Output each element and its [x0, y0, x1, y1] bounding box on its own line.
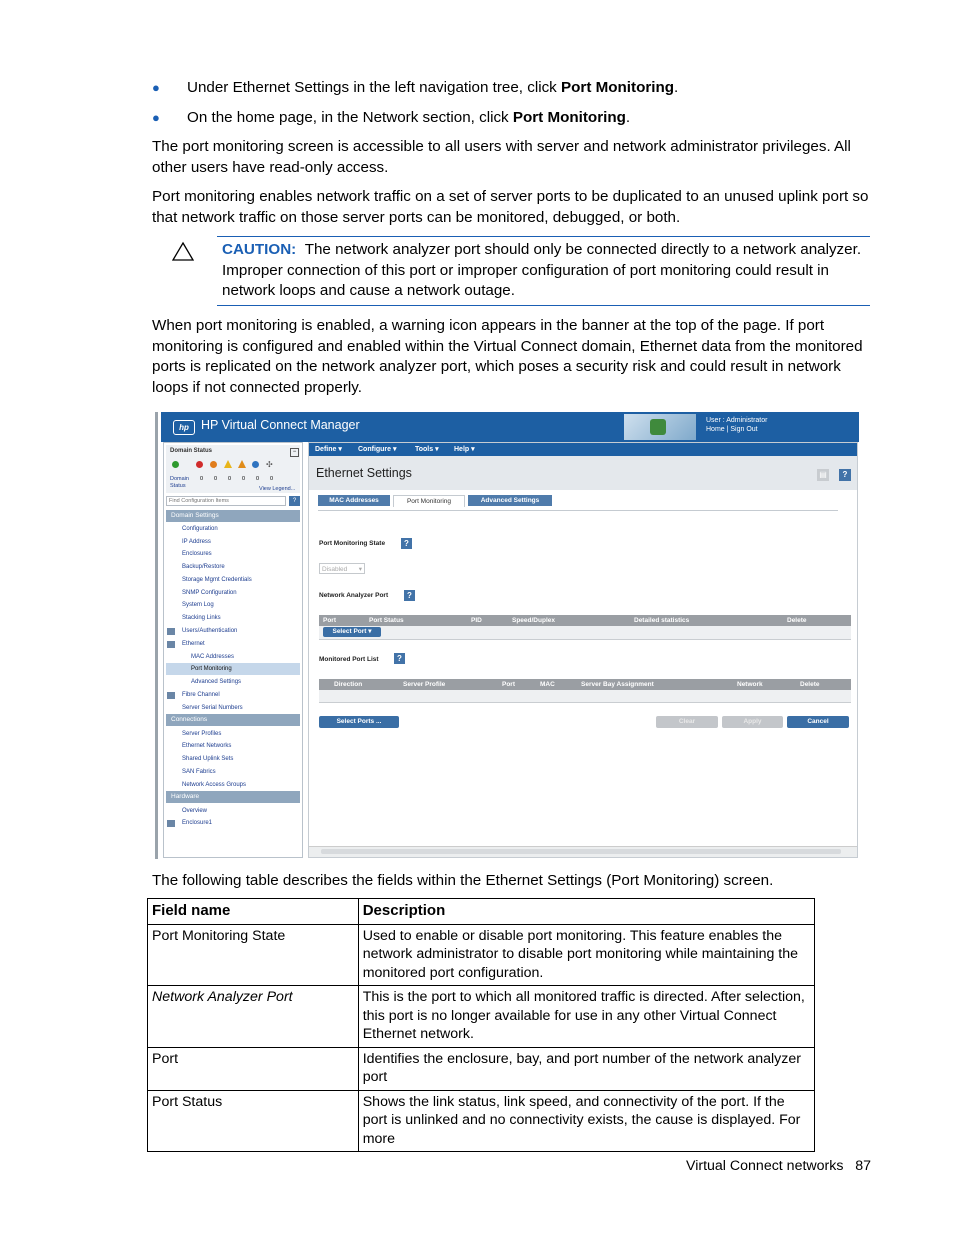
- domain-status-title: Domain Status: [170, 448, 213, 454]
- menu-configure[interactable]: Configure ▾: [358, 446, 397, 453]
- table-row: [148, 1090, 815, 1152]
- sidebar-item-ip-address[interactable]: IP Address: [182, 539, 211, 545]
- expand-icon[interactable]: [167, 628, 175, 635]
- cancel-button[interactable]: Cancel: [787, 716, 849, 728]
- page-footer: [686, 1158, 871, 1174]
- section-label: Domain Settings: [171, 512, 219, 519]
- table-row: [148, 1047, 815, 1090]
- sidebar-item-users-auth[interactable]: Users/Authentication: [182, 628, 238, 634]
- bullet-end: .: [625, 109, 631, 126]
- sidebar-item-overview[interactable]: Overview: [182, 808, 208, 814]
- bullet-bold-text: Port Monitoring: [512, 109, 626, 126]
- sidebar-item-enclosure1[interactable]: Enclosure1: [182, 820, 213, 826]
- column-header[interactable]: Server Profile: [403, 681, 446, 688]
- expand-icon[interactable]: [167, 692, 175, 699]
- analyzer-port-row: [319, 626, 851, 640]
- column-header[interactable]: Port: [502, 681, 515, 688]
- page-title: Ethernet Settings: [316, 466, 412, 480]
- sidebar-item-stacking-links[interactable]: Stacking Links: [182, 615, 221, 621]
- sidebar-section-domain-settings[interactable]: [166, 510, 300, 522]
- sidebar-item-server-profiles[interactable]: Server Profiles: [182, 731, 222, 737]
- table-header-row: [148, 899, 815, 925]
- field-description-table: [147, 898, 815, 1152]
- column-header[interactable]: Server Bay Assignment: [581, 681, 654, 688]
- table-row: [148, 924, 815, 986]
- menu-help[interactable]: Help ▾: [454, 446, 475, 453]
- description-cell: This is the port to which all monitored traffic is directed. After selection, this port is no longer available for use in any other Virtual Connect Ethernet network.: [358, 986, 814, 1048]
- home-signout-links[interactable]: Home | Sign Out: [706, 425, 758, 433]
- monitored-port-grid-header: [319, 679, 851, 690]
- column-header[interactable]: Speed/Duplex: [512, 617, 555, 624]
- select-port-button[interactable]: Select Port ▾: [323, 627, 381, 637]
- critical-status-icon[interactable]: [196, 461, 203, 468]
- section-label: Connections: [171, 716, 208, 723]
- tab-advanced-settings[interactable]: Advanced Settings: [468, 495, 552, 506]
- horizontal-scrollbar[interactable]: [309, 846, 857, 857]
- main-panel: [308, 442, 858, 858]
- help-icon[interactable]: ?: [394, 653, 405, 664]
- sidebar-section-hardware[interactable]: [166, 791, 300, 803]
- sidebar-item-snmp[interactable]: SNMP Configuration: [182, 590, 237, 596]
- sidebar-item-network-access-groups[interactable]: Network Access Groups: [182, 782, 247, 788]
- bullet-end: .: [674, 79, 679, 96]
- analyzer-port-grid-header: [319, 615, 851, 626]
- vcm-screenshot: [155, 412, 859, 859]
- tab-port-monitoring[interactable]: Port Monitoring: [393, 495, 465, 507]
- major-status-icon[interactable]: [210, 461, 217, 468]
- apply-button[interactable]: Apply: [722, 716, 783, 728]
- user-info: [706, 417, 767, 434]
- title-bar: [309, 456, 857, 490]
- column-header: Field name: [148, 899, 359, 925]
- tab-mac-addresses[interactable]: MAC Addresses: [318, 495, 390, 506]
- expand-icon[interactable]: [167, 820, 175, 827]
- minor-status-icon[interactable]: [238, 460, 246, 468]
- column-header[interactable]: Detailed statistics: [634, 617, 690, 624]
- help-icon[interactable]: ?: [404, 590, 415, 601]
- state-value: Disabled: [322, 566, 348, 573]
- bullet-icon: ●: [152, 110, 160, 125]
- sidebar-item-san-fabrics[interactable]: SAN Fabrics: [182, 769, 216, 775]
- print-icon[interactable]: ▤: [817, 469, 829, 481]
- sidebar-selected-row: [166, 663, 300, 675]
- warning-status-icon[interactable]: [224, 460, 232, 468]
- port-monitoring-state-label: Port Monitoring State: [319, 540, 386, 547]
- field-name-cell: Port: [148, 1047, 359, 1090]
- description-cell: Identifies the enclosure, bay, and port number of the network analyzer port: [358, 1047, 814, 1090]
- clear-button[interactable]: Clear: [656, 716, 718, 728]
- caution-note: [217, 236, 870, 306]
- unknown-status-icon[interactable]: ✣: [266, 460, 273, 469]
- description-cell: Used to enable or disable port monitoring. This feature enables the network administrator to disable port monitoring while maintaining the monitored port configuration.: [358, 924, 814, 986]
- menu-define[interactable]: Define ▾: [315, 446, 342, 453]
- sidebar-item-ethernet[interactable]: Ethernet: [182, 641, 205, 647]
- column-header[interactable]: Network: [737, 681, 763, 688]
- sidebar-item-mac-addresses[interactable]: MAC Addresses: [191, 654, 235, 660]
- monitored-port-row: [319, 690, 851, 703]
- hp-logo: hp: [173, 420, 195, 435]
- sidebar-item-storage-credentials[interactable]: Storage Mgmt Credentials: [182, 577, 252, 583]
- field-name-cell: Port Monitoring State: [148, 924, 359, 986]
- app-banner: [161, 412, 859, 442]
- column-header[interactable]: PID: [471, 617, 482, 624]
- view-legend-link[interactable]: View Legend...: [259, 486, 296, 492]
- paragraph: When port monitoring is enabled, a warning icon appears in the banner at the top of the page. If port monitoring is configured and enabled within the Virtual Connect domain, Ethernet data from the monitored ports is replicated on the network analyzer port, which poses a security risk and could result in network loops if not connected properly.: [152, 317, 863, 396]
- tab-divider: [318, 510, 838, 511]
- caution-body: The network analyzer port should only be connected directly to a network analyzer. Improper connection of this port or improper configuration of port monitoring could result in network loops and cause a network outage.: [222, 241, 862, 300]
- status-count: 0: [214, 476, 218, 482]
- paragraph: The following table describes the fields within the Ethernet Settings (Port Monitoring) screen.: [152, 872, 774, 889]
- table-row: [148, 986, 815, 1048]
- find-config-input[interactable]: [166, 496, 286, 506]
- sidebar-item-system-log[interactable]: System Log: [182, 602, 214, 608]
- help-icon[interactable]: ?: [839, 469, 851, 481]
- footer-section-title: Virtual Connect networks: [686, 1158, 844, 1174]
- domain-status-panel: [166, 445, 300, 493]
- bullet-text: On the home page, in the Network section, click: [187, 109, 513, 126]
- user-label: User : Administrator: [706, 417, 768, 424]
- chevron-down-icon: ▾: [358, 566, 362, 573]
- column-header[interactable]: Direction: [334, 681, 363, 688]
- ok-status-icon[interactable]: [172, 461, 179, 468]
- status-count: 0: [256, 476, 260, 482]
- status-count: 0: [242, 476, 246, 482]
- status-count: 0: [270, 476, 274, 482]
- column-header[interactable]: Delete: [787, 617, 807, 624]
- domain-icon: [650, 419, 666, 435]
- help-icon[interactable]: ?: [401, 538, 412, 549]
- column-header: Description: [358, 899, 814, 925]
- column-header[interactable]: Delete: [800, 681, 820, 688]
- menu-tools[interactable]: Tools ▾: [415, 446, 439, 453]
- caution-label: CAUTION:: [222, 241, 297, 258]
- menu-bar: [309, 443, 857, 456]
- status-count: 0: [228, 476, 232, 482]
- status-count: 0: [200, 476, 204, 482]
- description-cell: Shows the link status, link speed, and connectivity of the port. If the port is unlinked and no connectivity exists, the cause is displayed. For more: [358, 1090, 814, 1152]
- sidebar-item-port-monitoring[interactable]: Port Monitoring: [191, 666, 232, 672]
- collapse-icon[interactable]: [167, 641, 175, 648]
- sidebar-item-backup-restore[interactable]: Backup/Restore: [182, 564, 225, 570]
- sidebar: [163, 442, 303, 858]
- sidebar-item-fibre-channel[interactable]: Fibre Channel: [182, 692, 220, 698]
- column-header[interactable]: Port Status: [369, 617, 404, 624]
- sidebar-item-advanced-settings[interactable]: Advanced Settings: [191, 679, 242, 685]
- column-header[interactable]: MAC: [540, 681, 555, 688]
- find-help-icon[interactable]: ?: [289, 496, 300, 506]
- network-analyzer-port-label: Network Analyzer Port: [319, 592, 389, 599]
- warning-triangle-icon: [172, 241, 194, 261]
- banner-image: [624, 414, 696, 440]
- bullet-bold-text: Port Monitoring: [561, 79, 675, 96]
- paragraph: Port monitoring enables network traffic on a set of server ports to be duplicated to an unused uplink port so that network traffic on those server ports can be monitored, debugged, or both.: [152, 188, 869, 226]
- field-name-cell: Network Analyzer Port: [148, 986, 359, 1048]
- section-label: Hardware: [171, 793, 200, 800]
- select-ports-button[interactable]: Select Ports ...: [319, 716, 399, 728]
- caution-text: [222, 240, 870, 302]
- bullet-icon: ●: [152, 80, 160, 95]
- sidebar-item-shared-uplink-sets[interactable]: Shared Uplink Sets: [182, 756, 234, 762]
- column-header[interactable]: Port: [323, 617, 336, 624]
- paragraph: The port monitoring screen is accessible to all users with server and network administrator privileges. All other users have read-only access.: [152, 138, 851, 176]
- sidebar-item-enclosures[interactable]: Enclosures: [182, 551, 212, 557]
- collapse-icon[interactable]: −: [290, 448, 299, 457]
- page-number: 87: [855, 1158, 872, 1174]
- bullet-text: Under Ethernet Settings in the left navigation tree, click: [187, 79, 561, 96]
- port-monitoring-state-select[interactable]: [319, 563, 365, 574]
- sidebar-section-connections[interactable]: [166, 714, 300, 726]
- sidebar-item-ethernet-networks[interactable]: Ethernet Networks: [182, 743, 232, 749]
- field-name-cell: Port Status: [148, 1090, 359, 1152]
- scroll-thumb[interactable]: [321, 849, 841, 854]
- info-status-icon[interactable]: [252, 461, 259, 468]
- app-title: HP Virtual Connect Manager: [201, 418, 360, 432]
- monitored-port-list-label: Monitored Port List: [319, 656, 379, 663]
- sidebar-item-server-serial-numbers[interactable]: Server Serial Numbers: [182, 705, 243, 711]
- sidebar-item-configuration[interactable]: Configuration: [182, 526, 218, 532]
- domain-status-link[interactable]: Domain Status: [170, 476, 189, 489]
